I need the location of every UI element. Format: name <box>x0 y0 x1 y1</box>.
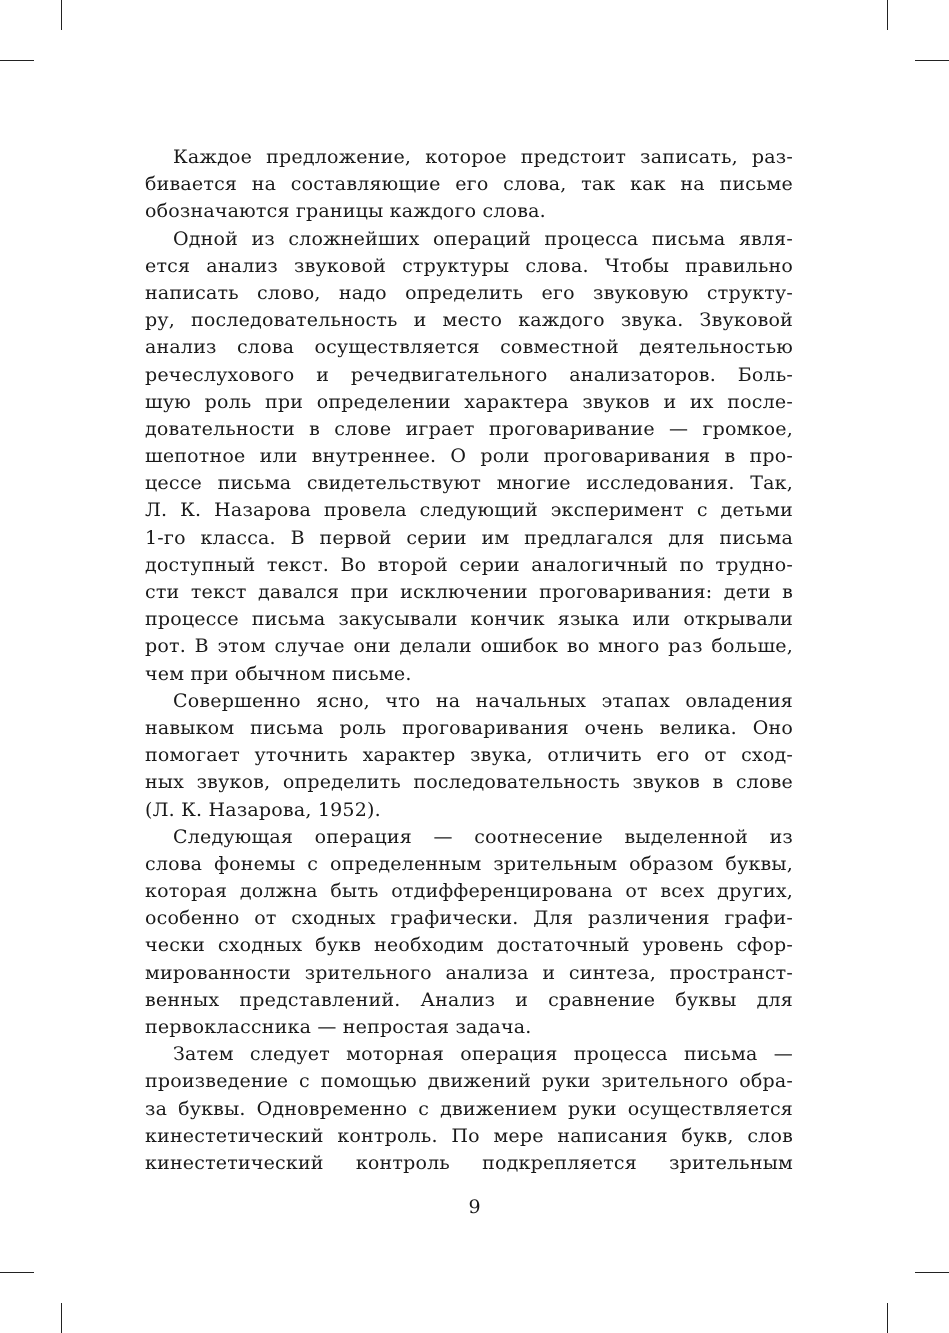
text-line: сти текст давался при исключении проговаривания: дети в <box>145 581 793 603</box>
crop-mark <box>915 60 949 61</box>
text-line: рот. В этом случае они делали ошибок во много раз больше, <box>145 635 793 658</box>
text-line: кинестетический контроль подкрепляется зрительным <box>145 1151 793 1174</box>
text-line: чески сходных букв необходим достаточный уровень сфор- <box>145 934 793 957</box>
text-line: (Л. К. Назарова, 1952). <box>145 798 381 821</box>
text-line: бивается на составляющие его слова, так как на письме <box>145 173 793 196</box>
text-line: довательности в слове играет проговаривание — громкое, <box>145 417 793 440</box>
crop-mark <box>61 1303 62 1333</box>
crop-mark <box>887 0 888 30</box>
text-line: Совершенно ясно, что на начальных этапах овладения <box>173 689 793 712</box>
text-line: первоклассника — непростая задача. <box>145 1016 532 1038</box>
text-line: мированности зрительного анализа и синтеза, пространст- <box>145 961 793 984</box>
text-line: которая должна быть отдифференцирована от всех других, <box>145 880 793 903</box>
text-line: шую роль при определении характера звуков и их после- <box>145 390 793 413</box>
text-line: чем при обычном письме. <box>145 662 412 685</box>
text-line: слова фонемы с определенным зрительным образом буквы, <box>145 852 793 875</box>
text-line: навыком письма роль проговаривания очень велика. Оно <box>145 716 793 739</box>
text-line: Каждое предложение, которое предстоит записать, раз- <box>173 146 793 168</box>
crop-mark <box>887 1303 888 1333</box>
text-line: Л. К. Назарова провела следующий эксперимент с детьми <box>145 499 793 522</box>
crop-mark <box>0 1272 34 1273</box>
text-line: написать слово, надо определить его звуковую структу- <box>145 281 793 304</box>
crop-mark <box>915 1272 949 1273</box>
text-line: анализ слова осуществляется совместной деятельностью <box>145 336 793 359</box>
text-line: помогает уточнить характер звука, отличить его от сход- <box>145 744 793 767</box>
text-line: особенно от сходных графически. Для различения графи- <box>145 907 793 930</box>
crop-mark <box>61 0 62 30</box>
text-line: кинестетический контроль. По мере написания букв, слов <box>145 1124 793 1147</box>
text-line: ется анализ звуковой структуры слова. Чтобы правильно <box>145 254 793 277</box>
text-line: Следующая операция — соотнесение выделенной из <box>173 825 793 848</box>
body-text <box>145 144 793 1177</box>
text-line: Одной из сложнейших операций процесса письма явля- <box>173 227 793 250</box>
text-line: шепотное или внутреннее. О роли проговаривания в про- <box>145 445 793 468</box>
text-line: 1-го класса. В первой серии им предлагался для письма <box>145 526 793 549</box>
text-line: цессе письма свидетельствуют многие исследования. Так, <box>145 472 793 495</box>
text-line: доступный текст. Во второй серии аналогичный по трудно- <box>145 553 793 576</box>
text-line: за буквы. Одновременно с движением руки осуществляется <box>145 1097 793 1120</box>
text-line: ру, последовательность и место каждого звука. Звуковой <box>145 309 793 332</box>
text-line: речеслухового и речедвигательного анализаторов. Боль- <box>145 363 793 386</box>
text-line: Затем следует моторная операция процесса письма — <box>173 1043 793 1066</box>
text-line: ных звуков, определить последовательность звуков в слове <box>145 771 793 794</box>
text-line: венных представлений. Анализ и сравнение буквы для <box>145 988 793 1011</box>
text-line: процессе письма закусывали кончик языка или открывали <box>145 608 793 631</box>
crop-mark <box>0 60 34 61</box>
text-line: произведение с помощью движений руки зрительного обра- <box>145 1070 793 1093</box>
text-line: обозначаются границы каждого слова. <box>145 200 546 223</box>
page-number: 9 <box>468 1196 481 1218</box>
